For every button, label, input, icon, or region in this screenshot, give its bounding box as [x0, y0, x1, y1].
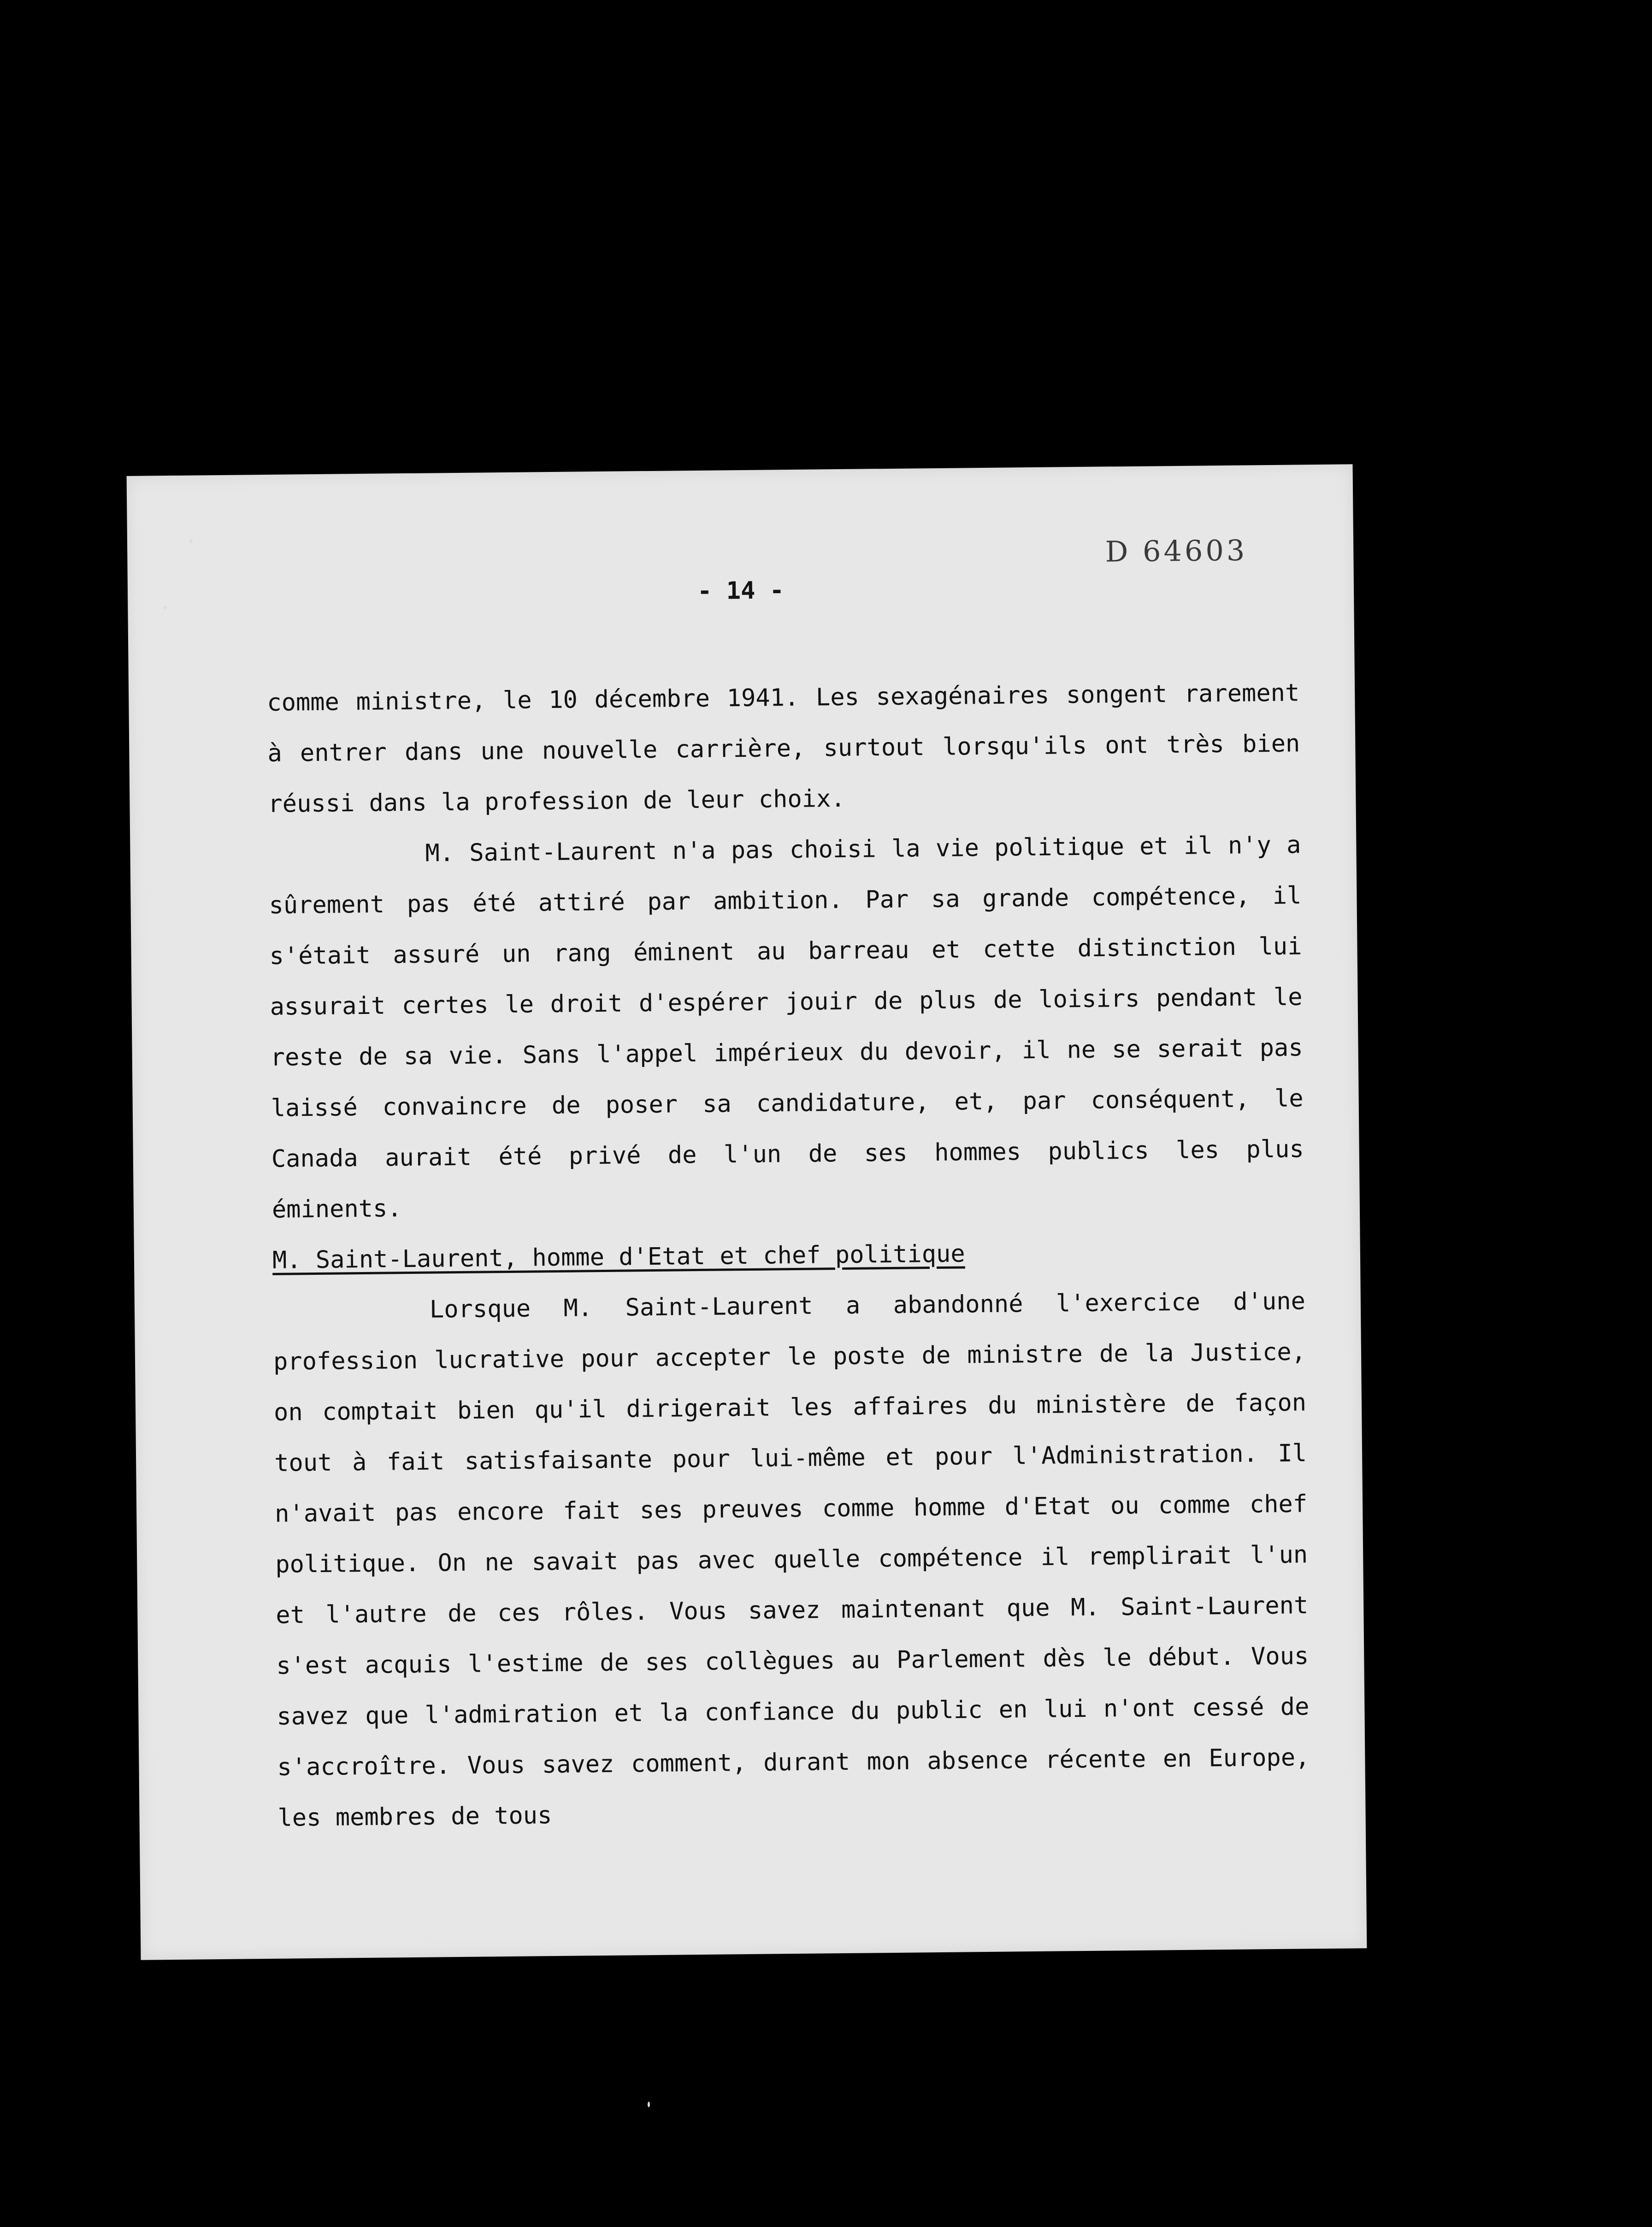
- scan-speck: [648, 2102, 650, 2107]
- paragraph-3: Lorsque M. Saint-Laurent a abandonné l'exercice d'une profession lucrative pour accepter le poste de ministre de la Justice, on comptait bien qu'il dirigerait les affaires du ministère de façon tout à fait satisfaisante pour lui-même et pour l'Administration. Il n'avait pas encore fait ses preuves comme homme d'Etat ou comme chef politique. On ne savait pas avec quelle compétence il remplirait l'un et l'autre de ces rôles. Vous savez maintenant que M. Saint-Laurent s'est acquis l'estime de ses collègues au Parlement dès le début. Vous savez que l'admiration et la confiance du public en lui n'ont cessé de s'accroître. Vous savez comment, durant mon absence récente en Europe, les membres de tous: [273, 1287, 1310, 1832]
- scan-speck: [189, 539, 193, 543]
- paragraph-1: comme ministre, le 10 décembre 1941. Les sexagénaires songent rarement à entrer dans une nouvelle carrière, surtout lorsqu'ils ont très bien réussi dans la profession de leur choix.: [267, 679, 1300, 818]
- document-body: [267, 667, 1310, 1843]
- scan-speck: [164, 606, 167, 609]
- paragraph-2: M. Saint-Laurent n'a pas choisi la vie politique et il n'y a sûrement pas été attiré par ambition. Par sa grande compétence, il s'était assuré un rang éminent au barreau et cette distinction lui assurait certes le droit d'espérer jouir de plus de loisirs pendant le reste de sa vie. Sans l'appel impérieux du devoir, il ne se serait pas laissé convaincre de poser sa candidature, et, par conséquent, le Canada aurait été privé de l'un de ses hommes publics les plus éminents.: [269, 831, 1304, 1224]
- document-page: [127, 464, 1367, 1960]
- section-heading: M. Saint-Laurent, homme d'Etat et chef politique: [272, 1240, 965, 1274]
- page-number: - 14 -: [697, 577, 785, 605]
- document-id-stamp: D 64603: [1105, 533, 1248, 569]
